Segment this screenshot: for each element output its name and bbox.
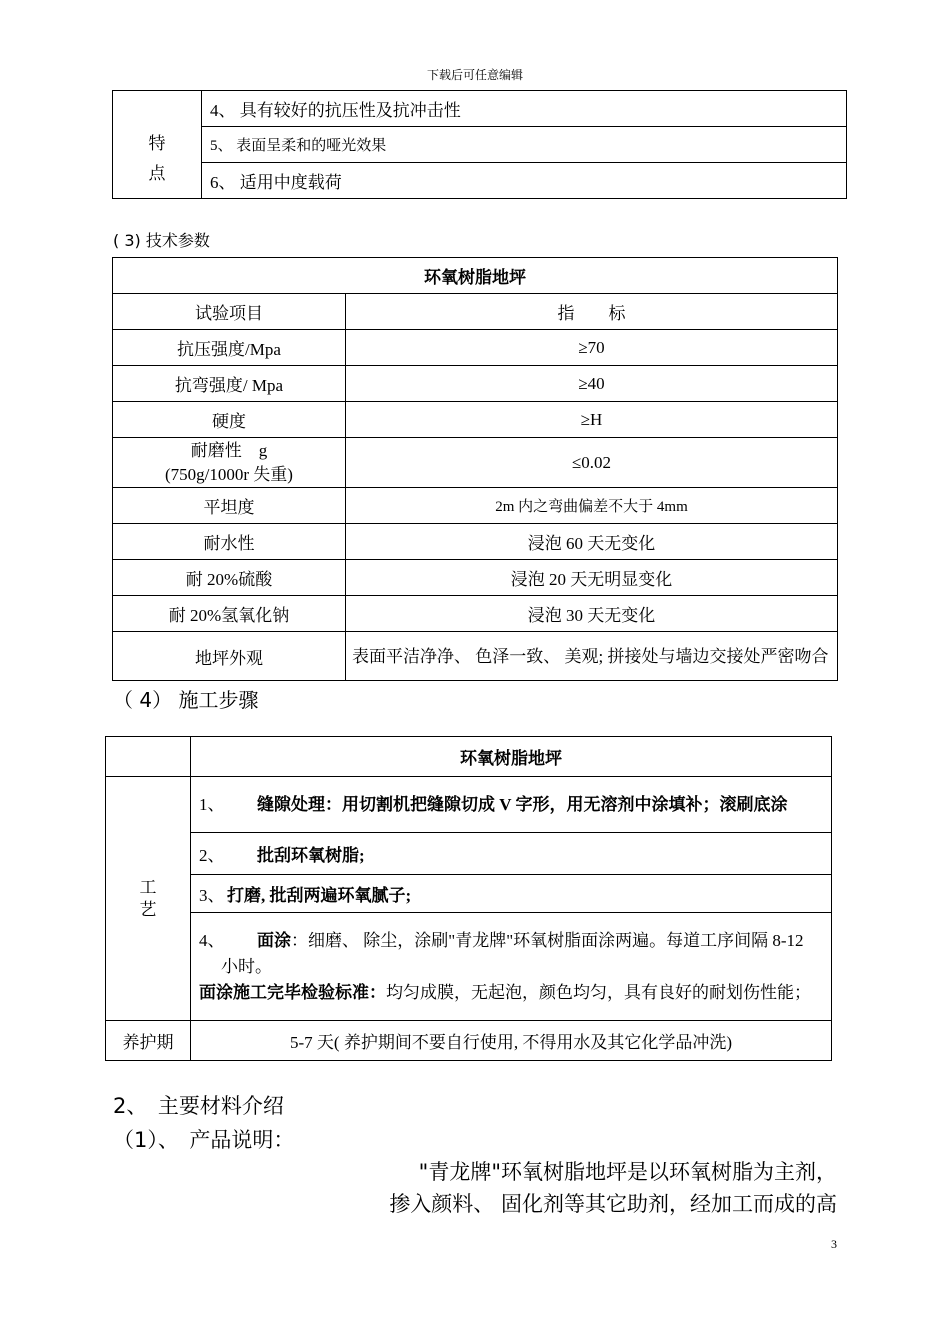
features-table	[112, 90, 847, 199]
param-name: 平坦度	[113, 488, 346, 524]
col-header-item: 试验项目	[113, 294, 346, 330]
feature-item: 6、 适用中度载荷	[202, 163, 847, 199]
step-2: 2、 批刮环氧树脂;	[191, 833, 832, 875]
param-value: ≥H	[346, 402, 838, 438]
param-value: ≥40	[346, 366, 838, 402]
param-value: 浸泡 30 天无变化	[346, 596, 838, 632]
craft-label: 工 艺	[139, 877, 157, 919]
tech-heading: ( 3) 技术参数	[113, 231, 210, 250]
param-name: 耐 20%氢氧化钠	[113, 596, 346, 632]
param-name: 耐水性	[113, 524, 346, 560]
param-value: ≥70	[346, 330, 838, 366]
step-4: 4、 面涂：细磨、 除尘，涂刷"青龙牌"环氧树脂面涂两遍。每道工序间隔 8-12 小时。 面涂施工完毕检验标准：均匀成膜，无起泡，颜色均匀，具有良好的耐划伤性能；	[191, 913, 832, 1021]
product-desc-line1: "青龙牌"环氧树脂地坪是以环氧树脂为主剂，	[418, 1160, 837, 1184]
product-desc-line2: 掺入颜料、 固化剂等其它助剂，经加工而成的高	[389, 1192, 837, 1216]
section2-heading: 2、 主要材料介绍	[113, 1094, 284, 1118]
step-1: 1、 缝隙处理：用切割机把缝隙切成 V 字形，用无溶剂中涂填补；滚刷底涂	[191, 777, 832, 833]
features-label: 特 点	[148, 133, 166, 183]
page-number: 3	[831, 1237, 837, 1251]
cure-text: 5-7 天( 养护期间不要自行使用, 不得用水及其它化学品冲洗)	[191, 1021, 832, 1061]
tech-table-title: 环氧树脂地坪	[113, 258, 838, 294]
steps-table-title: 环氧树脂地坪	[191, 737, 832, 777]
page-header: 下载后可任意编辑	[426, 68, 523, 82]
param-value: 表面平洁净净、 色泽一致、 美观; 拼接处与墙边交接处严密吻合	[346, 632, 838, 681]
tech-table	[112, 257, 838, 681]
param-name: 硬度	[113, 402, 346, 438]
col-header-index: 指 标	[346, 294, 838, 330]
param-name: 抗压强度/Mpa	[113, 330, 346, 366]
param-name: 耐磨性 g (750g/1000r 失重)	[113, 438, 346, 488]
param-value: ≤0.02	[346, 438, 838, 488]
param-name: 抗弯强度/ Mpa	[113, 366, 346, 402]
param-name: 地坪外观	[113, 632, 346, 681]
param-value: 浸泡 60 天无变化	[346, 524, 838, 560]
feature-item: 5、 表面呈柔和的哑光效果	[202, 127, 847, 163]
steps-table	[105, 736, 832, 1061]
steps-heading: （ 4） 施工步骤	[113, 688, 259, 712]
step-3: 3、 打磨, 批刮两遍环氧腻子;	[191, 875, 832, 913]
param-value: 浸泡 20 天无明显变化	[346, 560, 838, 596]
section2-subheading: （1）、 产品说明：	[113, 1128, 295, 1152]
param-name: 耐 20%硫酸	[113, 560, 346, 596]
cure-label: 养护期	[106, 1021, 191, 1061]
param-value: 2m 内之弯曲偏差不大于 4mm	[346, 488, 838, 524]
feature-item: 4、 具有较好的抗压性及抗冲击性	[202, 91, 847, 127]
